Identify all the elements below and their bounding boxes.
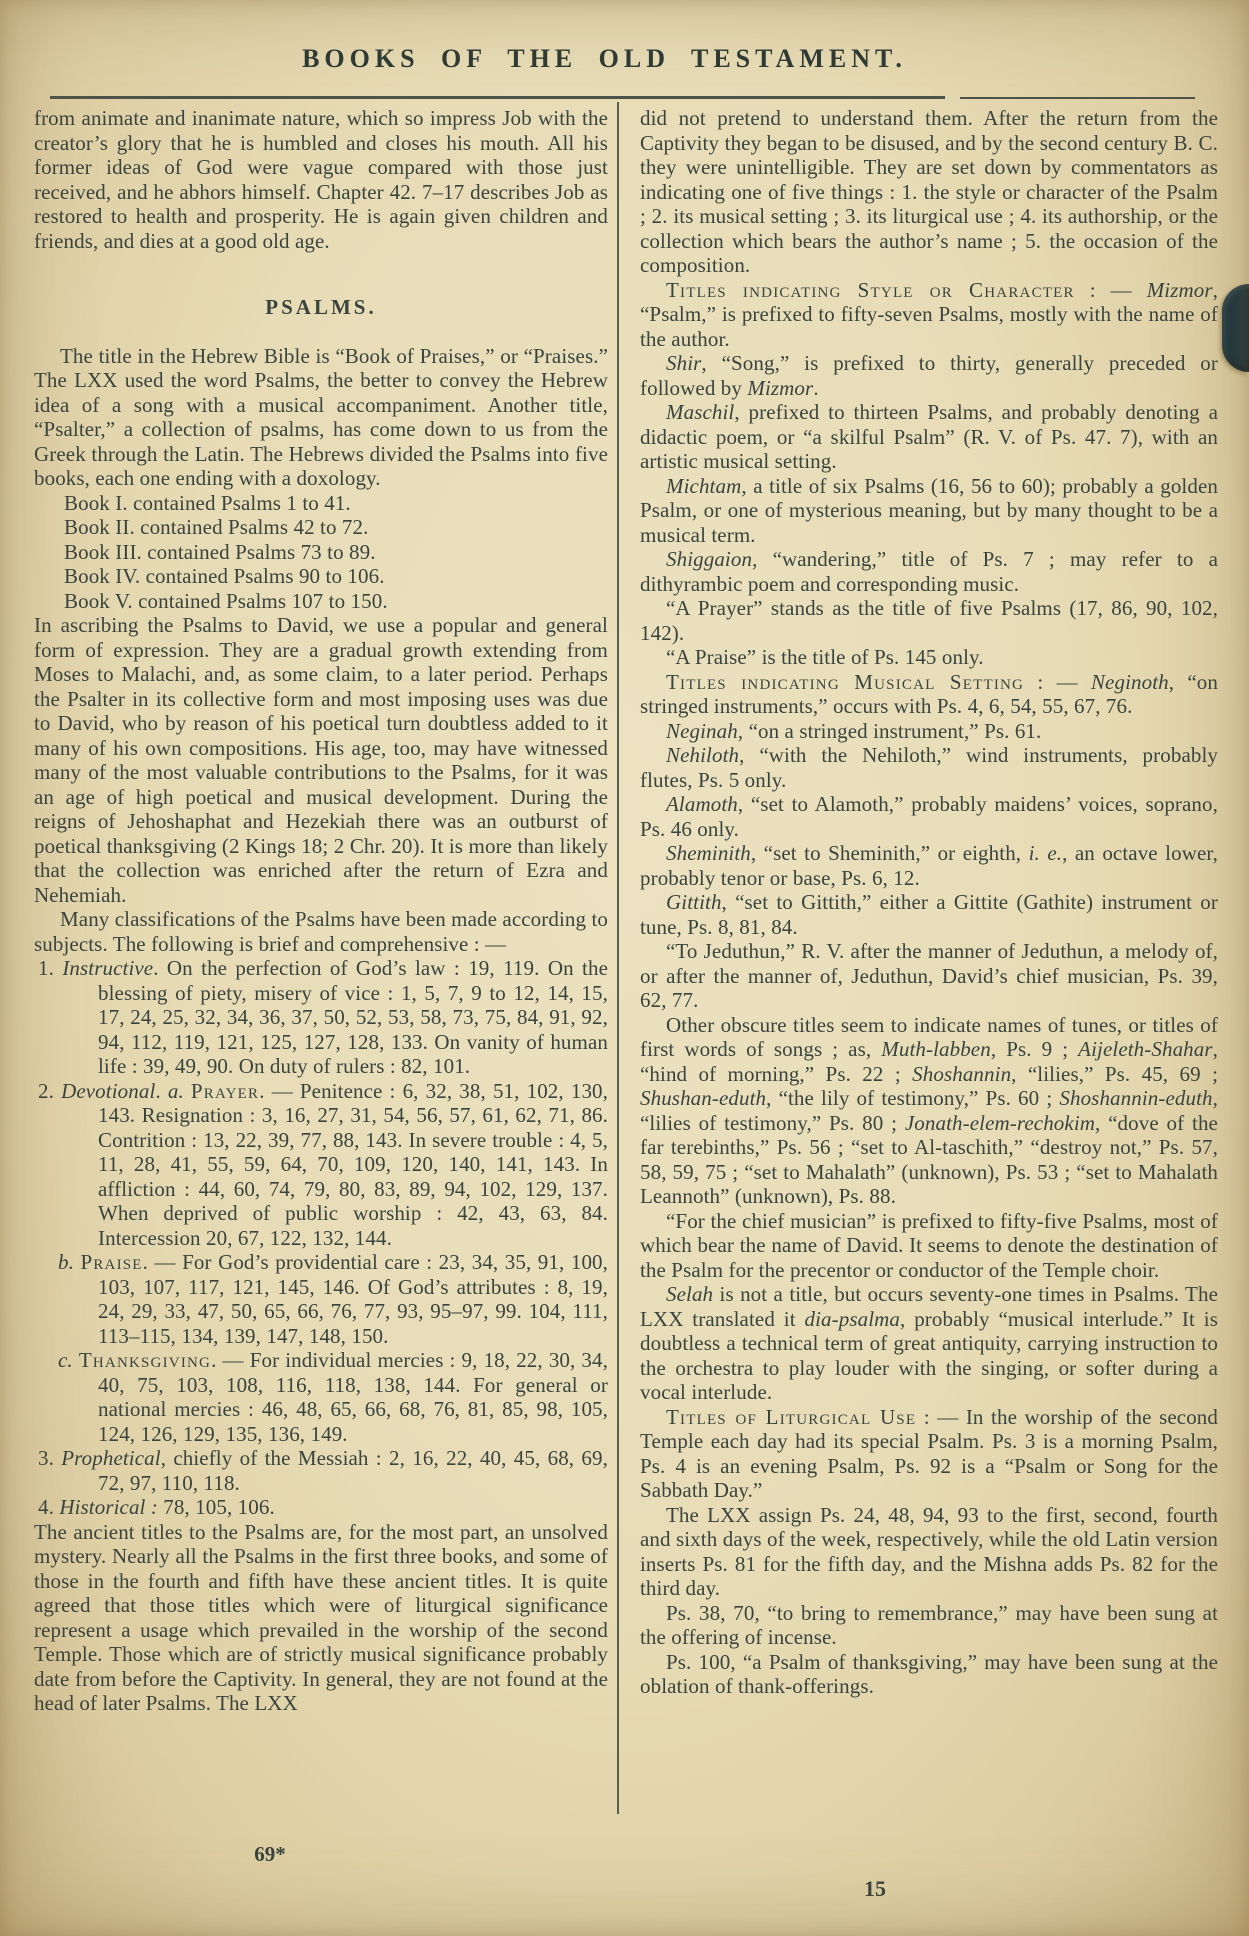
paragraph: 3. Prophetical, chiefly of the Messiah : 2, 16, 22, 40, 45, 68, 69, 72, 97, 110, 118. bbox=[38, 1446, 608, 1495]
paragraph: Many classifications of the Psalms have been made according to subjects. The following is brief and comprehensive : — bbox=[34, 907, 608, 956]
paragraph: Neginah, “on a stringed instrument,” Ps. 61. bbox=[666, 718, 1042, 743]
paragraph: “A Prayer” stands as the title of five Psalms (17, 86, 90, 102, 142). bbox=[640, 596, 1218, 645]
paragraph: The ancient titles to the Psalms are, for the most part, an unsolved mystery. Nearly all the Psalms in the first three books, and some of those in the fourth and fifth have these ancient titles. It is quite agreed that those titles which were of liturgical significance represent a usage which prevailed in the worship of the second Temple. Those which are of strictly musical significance probably date from before the Captivity. In general, they are not found at the head of later Psalms. The LXX bbox=[34, 1519, 608, 1715]
paragraph: Shir, “Song,” is prefixed to thirty, generally preceded or followed by Mizmor. bbox=[640, 351, 1218, 400]
paragraph: Book V. contained Psalms 107 to 150. bbox=[64, 588, 388, 613]
paragraph: In ascribing the Psalms to David, we use a popular and general form of expression. They are a gradual growth extending from Moses to Malachi, and, as some claim, to a later period. Perhaps the Psalter in its collective form and most imposing uses was due to David, who by reason of his poetical turn doubtless added to it many of his own compositions. His age, too, may have witnessed many of the most valuable contributions to the Psalms, for it was an age of high poetical and musical development. During the reigns of Jehoshaphat and Hezekiah there was an outburst of poetical thanksgiving (2 Kings 18; 2 Chr. 20). It is more than likely that the collection was enriched after the return of Ezra and Nehemiah. bbox=[34, 613, 608, 907]
paragraph: from animate and inanimate nature, which so impress Job with the creator’s glory that he is humbled and closes his mouth. All his former ideas of God were vague compared with those just received, and he abhors himself. Chapter 42. 7–17 describes Job as restored to health and prosperity. He is again given children and friends, and dies at a good old age. bbox=[34, 106, 608, 253]
paragraph: Michtam, a title of six Psalms (16, 56 to 60); probably a golden Psalm, or one of mysterious meaning, but by many thought to be a musical term. bbox=[640, 473, 1218, 547]
paragraph: did not pretend to understand them. After the return from the Captivity they began to be disused, and by the second century B. C. they were unintelligible. They are set down by commentators as indicating one of five things : 1. the style or character of the Psalm ; 2. its musical setting ; 3. its liturgical use ; 4. its authorship, or the collection which bears the author’s name ; 5. the occasion of the composition. bbox=[640, 106, 1218, 277]
paragraph: Sheminith, “set to Sheminith,” or eighth, i. e., an octave lower, probably tenor or base, Ps. 6, 12. bbox=[640, 841, 1218, 890]
paragraph: Book II. contained Psalms 42 to 72. bbox=[64, 515, 369, 539]
paragraph: Book I. contained Psalms 1 to 41. bbox=[64, 490, 351, 515]
paragraph: Ps. 100, “a Psalm of thanksgiving,” may have been sung at the oblation of thank-offerings. bbox=[640, 1649, 1218, 1698]
paragraph: Shiggaion, “wandering,” title of Ps. 7 ; may refer to a dithyrambic poem and corresponding music. bbox=[640, 547, 1218, 596]
section-heading: PSALMS. bbox=[265, 295, 377, 319]
paragraph: Gittith, “set to Gittith,” either a Gittite (Gathite) instrument or tune, Ps. 8, 81, 84. bbox=[640, 890, 1218, 939]
paragraph: Nehiloth, “with the Nehiloth,” wind instruments, probably flutes, Ps. 5 only. bbox=[640, 743, 1218, 792]
paragraph: 2. Devotional. a. Prayer. — Penitence : 6, 32, 38, 51, 102, 130, 143. Resignation : 3, 16, 27, 31, 54, 56, 57, 61, 62, 71, 86. Contrition : 13, 22, 39, 77, 88, 143. In severe trouble : 4, 5, 11, 28, 41, 55, 59, 64, 70, 109, 120, 140, 141, 143. In affliction : 44, 60, 74, 79, 80, 83, 89, 94, 102, 129, 137. When deprived of public worship : 42, 43, 63, 84. Intercession 20, 67, 122, 132, 144. bbox=[38, 1078, 609, 1250]
paragraph: Maschil, prefixed to thirteen Psalms, and probably denoting a didactic poem, or “a skilful Psalm” (R. V. of Ps. 47. 7), with an artistic musical setting. bbox=[640, 400, 1218, 473]
paragraph: b. Praise. — For God’s providential care : 23, 34, 35, 91, 100, 103, 107, 117, 121, 145, 146. Of God’s attributes : 8, 19, 24, 29, 33, 47, 50, 65, 66, 76, 77, 93, 95–97, 99. 104, 111, 113–115, 134, 139, 147, 148, 150. bbox=[58, 1250, 608, 1348]
header-rule-right bbox=[960, 97, 1195, 99]
thumb-index-tab bbox=[1222, 284, 1249, 372]
paragraph: c. Thanksgiving. — For individual mercies : 9, 18, 22, 30, 34, 40, 75, 103, 108, 116, 118, 138, 144. For general or national mercies : 46, 48, 65, 66, 68, 76, 81, 85, 98, 105, 124, 126, 129, 135, 136, 149. bbox=[58, 1348, 608, 1446]
right-column bbox=[640, 106, 1218, 1699]
paragraph: 1. Instructive. On the perfection of God’s law : 19, 119. On the blessing of piety, misery of vice : 1, 5, 7, 9 to 12, 14, 15, 17, 24, 25, 32, 34, 36, 37, 50, 52, 53, 58, 73, 75, 84, 91, 92, 94, 112, 119, 121, 125, 127, 128, 133. On vanity of human life : 39, 49, 90. On duty of rulers : 82, 101. bbox=[38, 956, 608, 1078]
paragraph: “A Praise” is the title of Ps. 145 only. bbox=[666, 645, 984, 669]
signature-mark: 69* bbox=[254, 1842, 286, 1866]
paragraph: Alamoth, “set to Alamoth,” probably maidens’ voices, soprano, Ps. 46 only. bbox=[640, 792, 1218, 841]
paragraph: 4. Historical : 78, 105, 106. bbox=[38, 1495, 275, 1519]
paragraph: The title in the Hebrew Bible is “Book of Praises,” or “Praises.” The LXX used the word Psalms, the better to convey the Hebrew idea of a song with a musical accompaniment. Another title, “Psalter,” a collection of psalms, has come down to us from the Greek through the Latin. The Hebrews divided the Psalms into five books, each one ending with a doxology. bbox=[34, 343, 608, 490]
paragraph: Ps. 38, 70, “to bring to remembrance,” may have been sung at the offering of incense. bbox=[640, 1600, 1218, 1649]
paragraph: Selah is not a title, but occurs seventy-one times in Psalms. The LXX translated it dia-psalma, probably “musical interlude.” It is doubtless a technical term of great antiquity, carrying instruction to the orchestra to play louder with the singing, or softer during a vocal interlude. bbox=[640, 1282, 1219, 1404]
paragraph: Book IV. contained Psalms 90 to 106. bbox=[64, 564, 385, 588]
paragraph: Titles indicating Musical Setting : — Neginoth, “on stringed instruments,” occurs with Ps. 4, 6, 54, 55, 67, 76. bbox=[640, 669, 1218, 718]
paragraph: The LXX assign Ps. 24, 48, 94, 93 to the first, second, fourth and sixth days of the week, respectively, while the old Latin version inserts Ps. 81 for the fifth day, and the Mishna adds Ps. 82 for the third day. bbox=[640, 1502, 1218, 1600]
paragraph: “To Jeduthun,” R. V. after the manner of Jeduthun, a melody of, or after the manner of, Jeduthun, David’s chief musician, Ps. 39, 62, 77. bbox=[640, 939, 1218, 1012]
page-number: 15 bbox=[864, 1876, 886, 1901]
paragraph: Titles indicating Style or Character : — Mizmor, “Psalm,” is prefixed to fifty-seven Psalms, mostly with the name of the author. bbox=[640, 277, 1219, 351]
left-column bbox=[34, 106, 608, 1716]
paragraph: “For the chief musician” is prefixed to fifty-five Psalms, most of which bear the name of David. It seems to denote the destination of the Psalm for the precentor or conductor of the Temple choir. bbox=[640, 1208, 1218, 1282]
paragraph: Book III. contained Psalms 73 to 89. bbox=[64, 539, 376, 564]
header-rule-left bbox=[50, 96, 945, 99]
paragraph: Titles of Liturgical Use : — In the worship of the second Temple each day had its special Psalm. Ps. 3 is a morning Psalm, Ps. 4 is an evening Psalm, Ps. 92 is a “Psalm or Song for the Sabbath Day.” bbox=[640, 1404, 1218, 1502]
page-header: BOOKS OF THE OLD TESTAMENT. bbox=[302, 44, 907, 73]
column-divider bbox=[617, 102, 619, 1814]
paragraph: Other obscure titles seem to indicate names of tunes, or titles of first words of songs ; as, Muth-labben, Ps. 9 ; Aijeleth-Shahar, “hind of morning,” Ps. 22 ; Shoshannin, “lilies,” Ps. 45, 69 ; Shushan-eduth, “the lily of testimony,” Ps. 60 ; Shoshannin-eduth, “lilies of testimony,” Ps. 80 ; Jonath-elem-rechokim, “dove of the far terebinths,” Ps. 56 ; “set to Al-taschith,” “destroy not,” Ps. 57, 58, 59, 75 ; “set to Mahalath” (unknown), Ps. 53 ; “set to Mahalath Leannoth” (unknown), Ps. 88. bbox=[640, 1012, 1219, 1208]
